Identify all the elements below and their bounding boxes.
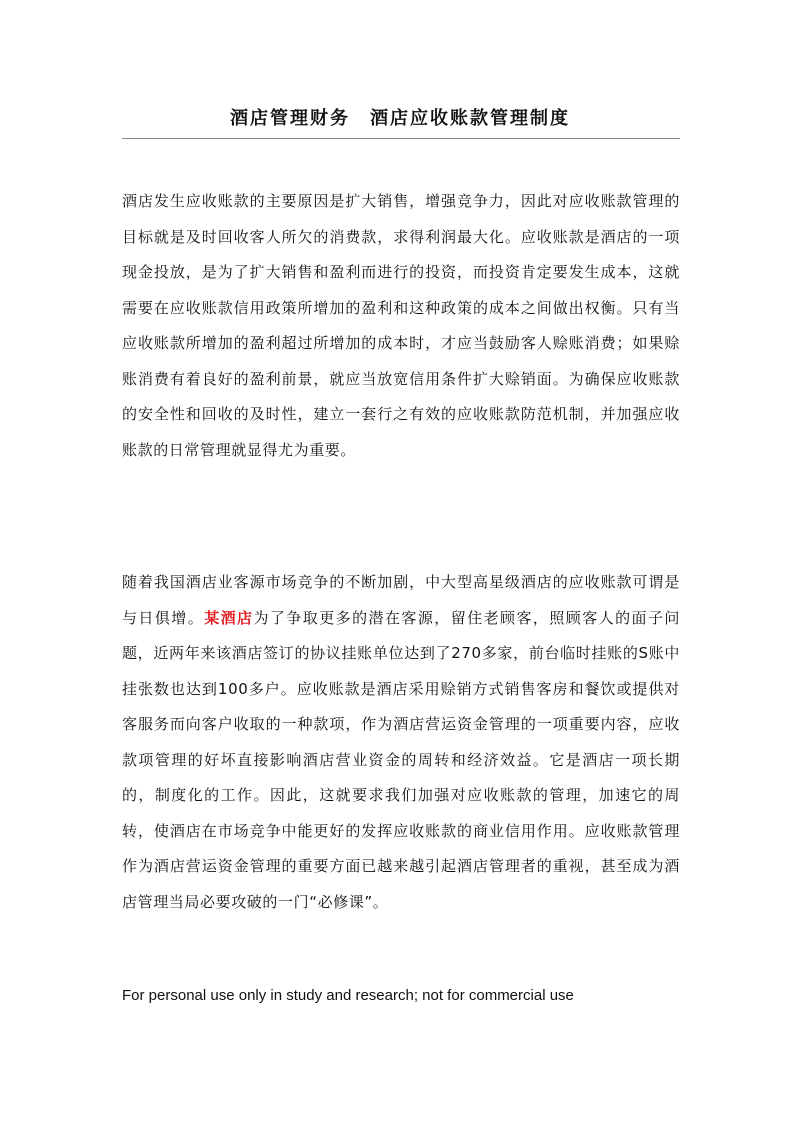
paragraph-2 <box>122 565 680 920</box>
paragraph-2-text-start: 随着我国酒店业客源市场竞争的不断加剧，中大型高星级酒店的应收账款可谓是与日俱增。 <box>122 573 680 627</box>
footer-notice: For personal use only in study and research; not for commercial use <box>122 987 574 1004</box>
highlighted-hotel-name: 某酒店 <box>204 608 254 627</box>
page-title: 酒店管理财务 酒店应收账款管理制度 <box>230 108 570 129</box>
paragraph-2-text-end: 为了争取更多的潜在客源，留住老顾客，照顾客人的面子问题，近两年来该酒店签订的协议挂账单位达到了270多家，前台临时挂账的S账中挂张数也达到100多户。应收账款是酒店采用赊销方式销售客房和餐饮或提供对客服务而向客户收取的一种款项，作为酒店营运资金管理的一项重要内容，应收款项管理的好坏直接影响酒店营业资金的周转和经济效益。它是酒店一项长期的，制度化的工作。因此，这就要求我们加强对应收账款的管理，加速它的周转，使酒店在市场竞争中能更好的发挥应收账款的商业信用作用。应收账款管理作为酒店营运资金管理的重要方面已越来越引起酒店管理者的重视，甚至成为酒店管理当局必要攻破的一门“必修课”。 <box>122 608 680 911</box>
title-divider <box>122 138 680 139</box>
paragraph-1: 酒店发生应收账款的主要原因是扩大销售，增强竞争力，因此对应收账款管理的目标就是及时回收客人所欠的消费款，求得利润最大化。应收账款是酒店的一项现金投放，是为了扩大销售和盈利而进行的投资，而投资肯定要发生成本，这就需要在应收账款信用政策所增加的盈利和这种政策的成本之间做出权衡。只有当应收账款所增加的盈利超过所增加的成本时，才应当鼓励客人赊账消费；如果赊账消费有着良好的盈利前景，就应当放宽信用条件扩大赊销面。为确保应收账款的安全性和回收的及时性，建立一套行之有效的应收账款防范机制，并加强应收账款的日常管理就显得尤为重要。 <box>122 192 680 459</box>
